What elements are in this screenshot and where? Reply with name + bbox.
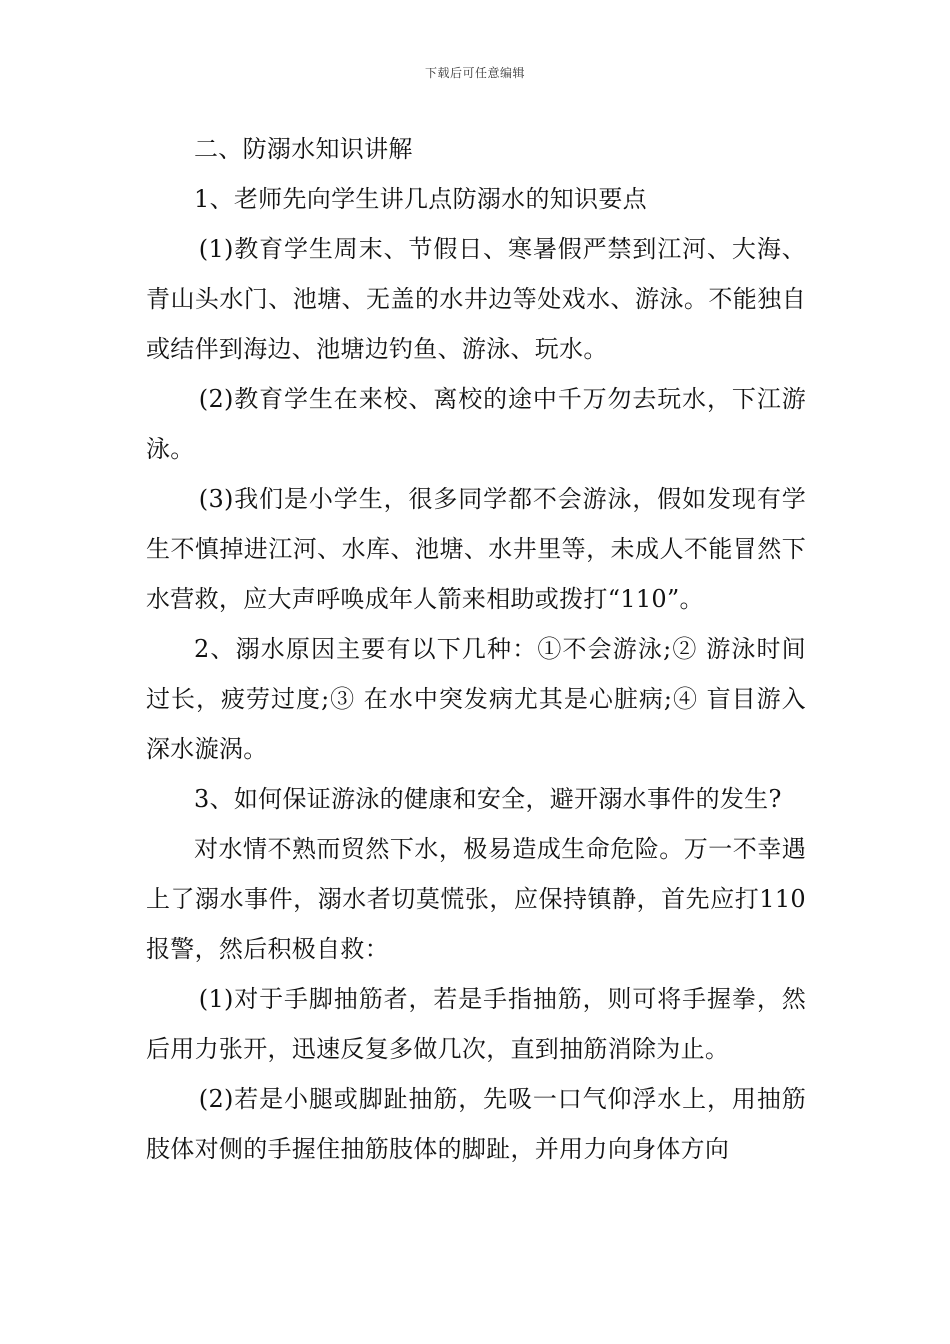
paragraph-intro: 对水情不熟而贸然下水，极易造成生命危险。万一不幸遇上了溺水事件，溺水者切莫慌张，应保持镇静，首先应打110报警，然后积极自救： [146,835,806,963]
paragraph-item-3: (3)我们是小学生，很多同学都不会游泳，假如发现有学生不慎掉进江河、水库、池塘、水井里等，未成人不能冒然下水营救，应大声呼唤成年人箭来相助或拨打“110”。 [146,485,806,613]
section-heading: 二、防溺水知识讲解 [194,135,413,163]
paragraph-point-2: 2、溺水原因主要有以下几种：①不会游泳;② 游泳时间过长，疲劳过度;③ 在水中突发病尤其是心脏病;④ 盲目游入深水漩涡。 [146,635,806,763]
paragraph-item-1: (1)教育学生周末、节假日、寒暑假严禁到江河、大海、青山头水门、池塘、无盖的水井边等处戏水、游泳。不能独自或结伴到海边、池塘边钓鱼、游泳、玩水。 [146,235,806,363]
paragraph-rescue-1: (1)对于手脚抽筋者，若是手指抽筋，则可将手握拳，然后用力张开，迅速反复多做几次，直到抽筋消除为止。 [146,985,806,1063]
document-body [146,124,806,1174]
paragraph-rescue-2: (2)若是小腿或脚趾抽筋，先吸一口气仰浮水上，用抽筋肢体对侧的手握住抽筋肢体的脚趾，并用力向身体方向 [146,1085,806,1163]
page-header: 下载后可任意编辑 [424,66,525,80]
paragraph-point-3: 3、如何保证游泳的健康和安全，避开溺水事件的发生? [194,785,782,813]
paragraph-point-1: 1、老师先向学生讲几点防溺水的知识要点 [194,185,647,213]
paragraph-item-2: (2)教育学生在来校、离校的途中千万勿去玩水，下江游泳。 [146,385,806,463]
